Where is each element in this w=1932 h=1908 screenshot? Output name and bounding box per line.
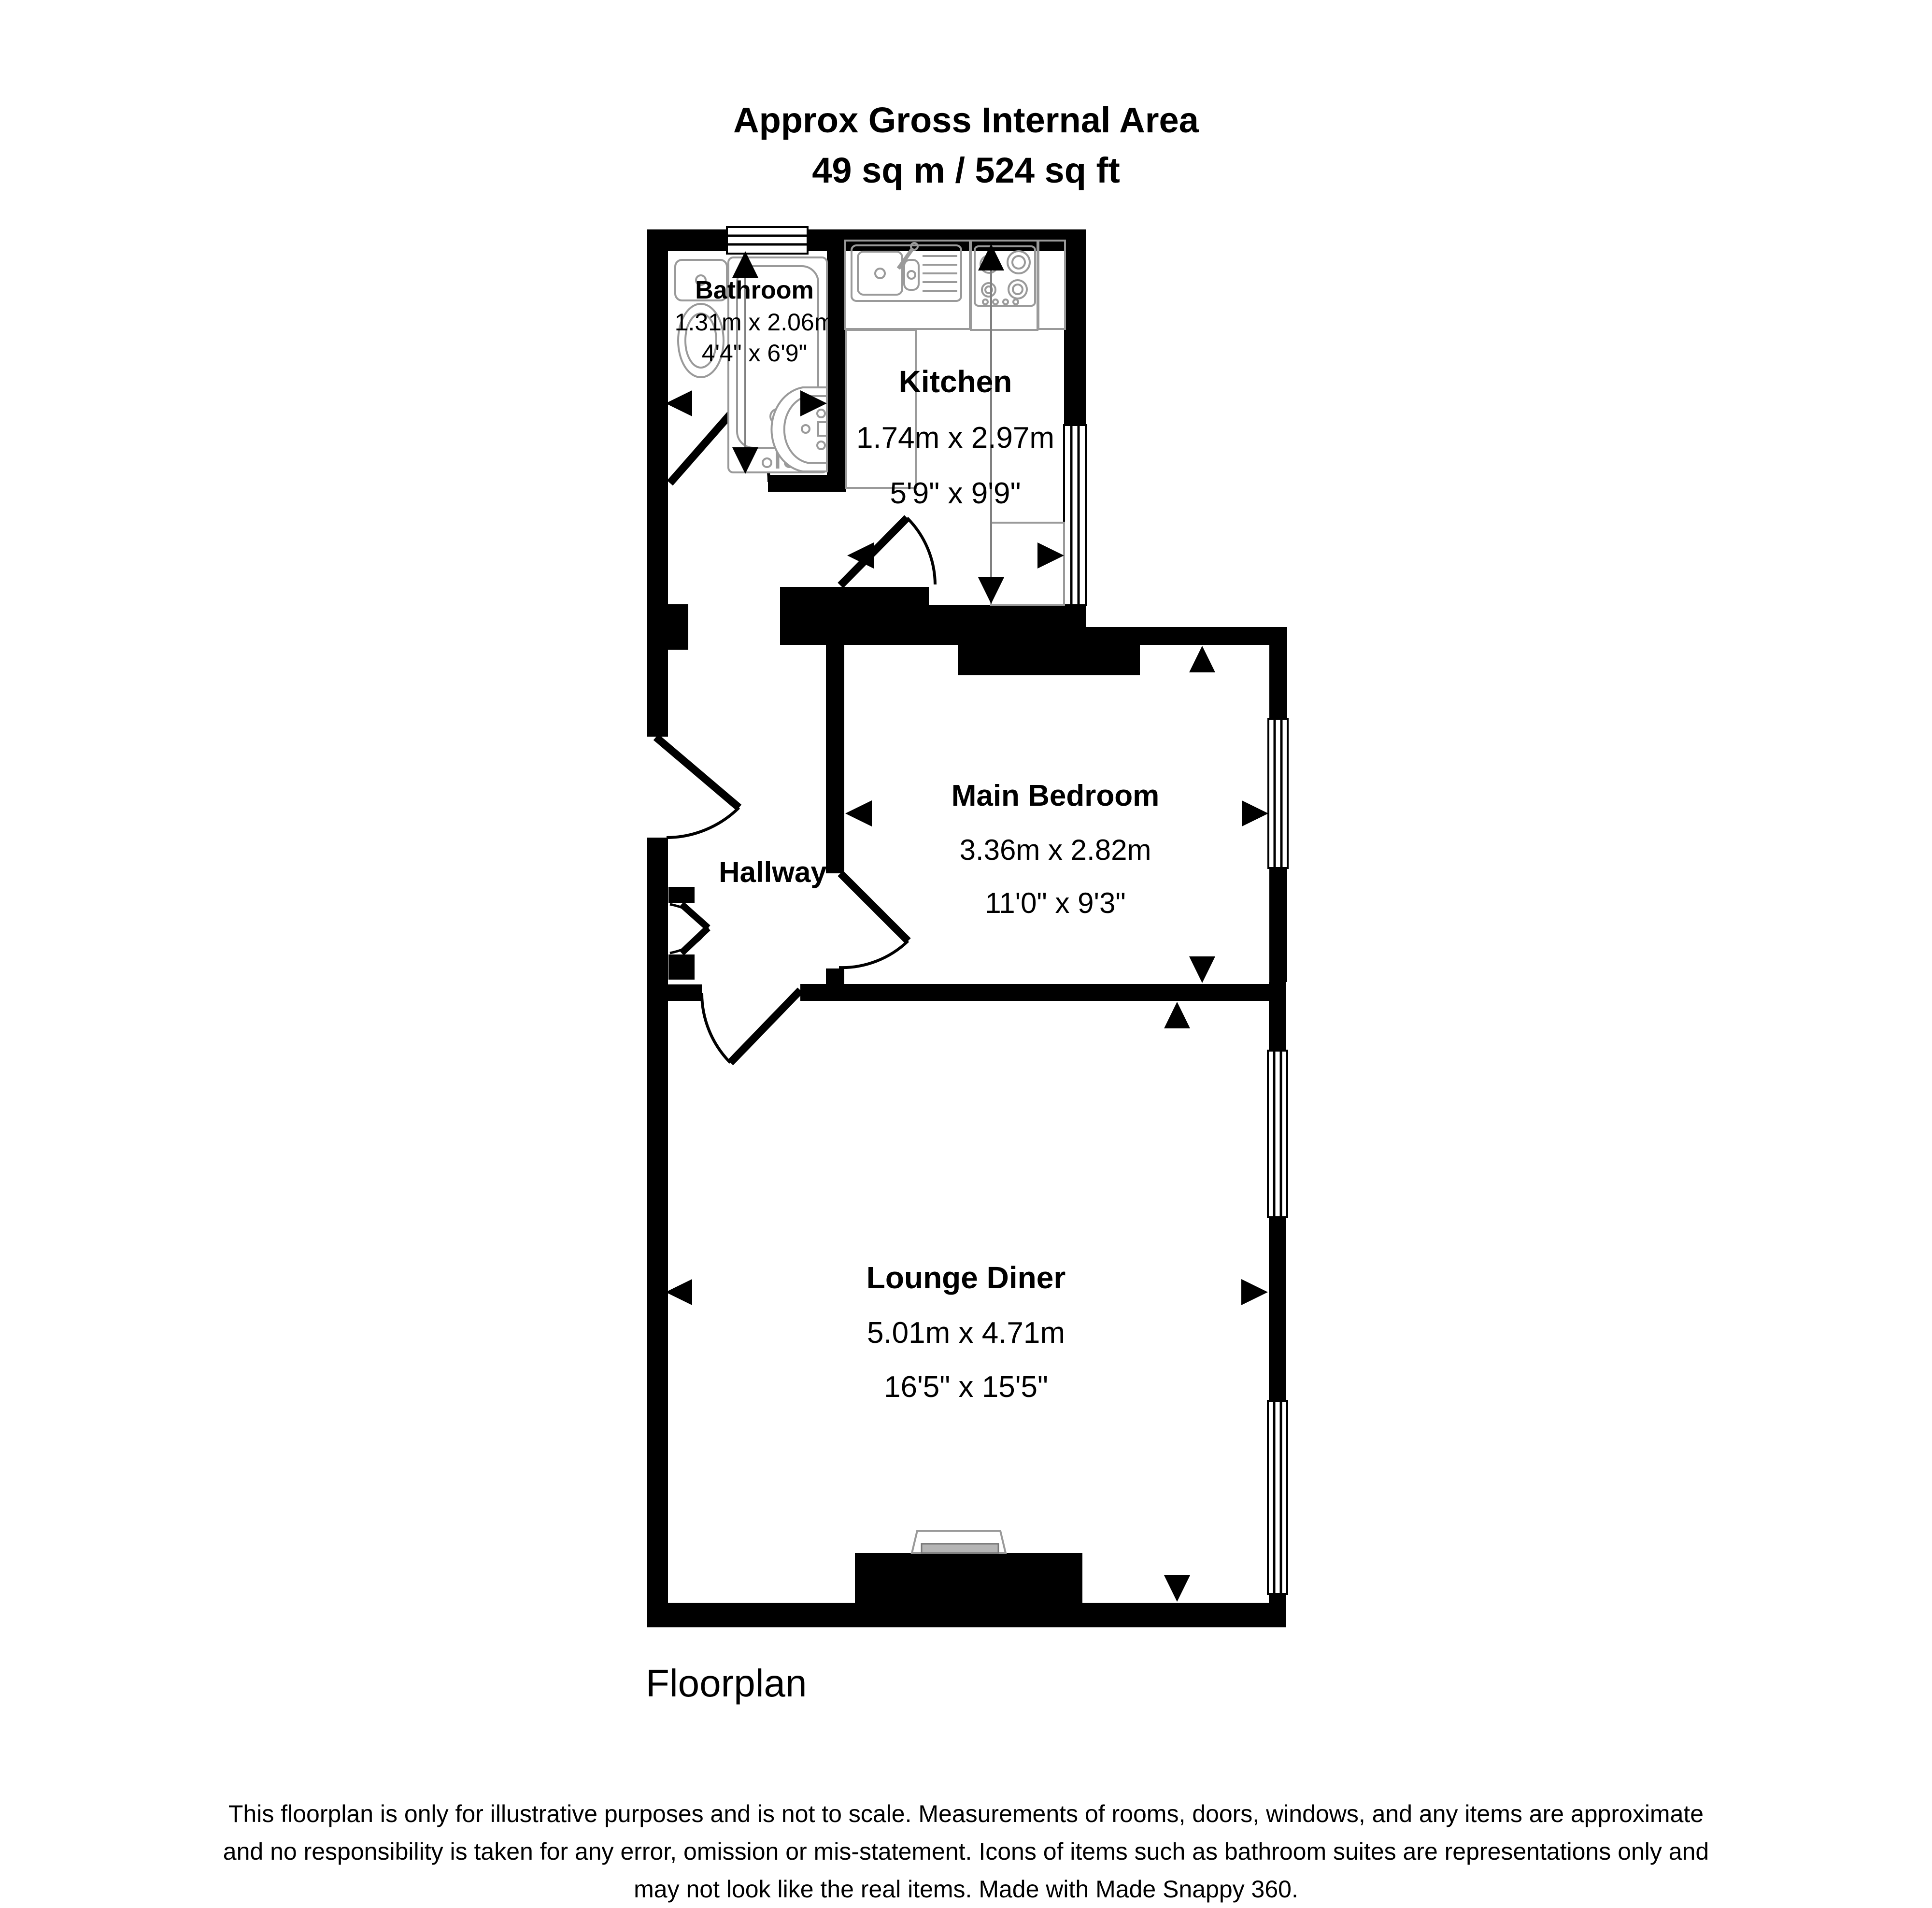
plan-label: Floorplan: [646, 1662, 807, 1705]
bedroom-dim-arrow-down: [1189, 956, 1215, 983]
wall-kitchen-bottom-block: [780, 587, 929, 645]
bathroom-dim-arrow-left: [666, 390, 692, 416]
bedroom-name: Main Bedroom: [951, 779, 1160, 812]
wall-bottom: [647, 1603, 1286, 1627]
room-label-main-bedroom: [952, 779, 1160, 919]
disclaimer-line1: This floorplan is only for illustrative purposes and is not to scale. Measurements of rooms, doors, windows, and any items are approximate: [228, 1800, 1704, 1827]
header: [733, 100, 1199, 190]
lounge-window-upper-icon: [1268, 1051, 1287, 1217]
entrance-door-icon: [656, 737, 739, 838]
kitchen-dim-arrow-right: [1037, 542, 1064, 569]
header-line2: 49 sq m / 524 sq ft: [812, 150, 1120, 190]
lounge-dim-arrow-up: [1164, 1002, 1190, 1028]
wall-bedroom-left-stub: [826, 968, 844, 984]
kitchen-metric: 1.74m x 2.97m: [856, 421, 1055, 455]
wall-hallway-stub: [668, 604, 688, 650]
wall-bedroom-top: [1086, 627, 1286, 645]
bathroom-imperial: 4'4" x 6'9": [701, 340, 808, 367]
lounge-imperial: 16'5" x 15'5": [883, 1370, 1049, 1404]
disclaimer-line2: and no responsibility is taken for any error, omission or mis-statement. Icons of items such as bathroom suites are representations only and: [223, 1838, 1709, 1865]
bathroom-metric: 1.31m x 2.06m: [674, 309, 835, 336]
lounge-window-lower-icon: [1268, 1401, 1287, 1594]
wall-bedroom-left: [826, 645, 844, 873]
room-label-lounge-diner: [867, 1260, 1065, 1404]
fireplace-icon: [912, 1531, 1006, 1553]
hob-icon: [975, 246, 1035, 306]
bathroom-name: Bathroom: [695, 276, 814, 304]
bedroom-dim-arrow-up: [1189, 646, 1215, 672]
wall-chimney-breast: [855, 1553, 1082, 1603]
wall-closet-stub-upper: [668, 887, 695, 903]
room-label-hallway: [719, 856, 827, 888]
hallway-name: Hallway: [719, 856, 827, 888]
wall-bathroom-bottom: [768, 475, 846, 492]
lounge-metric: 5.01m x 4.71m: [867, 1316, 1065, 1350]
wall-closet-stub-lower: [668, 954, 695, 980]
hearth: [922, 1544, 998, 1553]
kitchen-door-icon: [840, 518, 935, 585]
closet-double-door-icon: [670, 904, 708, 953]
wall-left-lower: [647, 838, 668, 1627]
bathroom-window-icon: [727, 227, 808, 254]
bedroom-door-icon: [839, 873, 908, 968]
lounge-dim-arrow-down: [1164, 1575, 1190, 1602]
lounge-dim-arrow-left: [666, 1279, 692, 1305]
lounge-door-icon: [702, 990, 800, 1063]
wall-bedroom-chimney: [958, 645, 1140, 675]
lounge-name: Lounge Diner: [866, 1260, 1066, 1295]
bedroom-metric: 3.36m x 2.82m: [959, 834, 1151, 866]
kitchen-imperial: 5'9" x 9'9": [890, 477, 1021, 510]
bedroom-dim-arrow-left: [845, 800, 872, 826]
lounge-dim-arrow-right: [1241, 1279, 1268, 1305]
kitchen-name: Kitchen: [898, 364, 1012, 399]
footer: [223, 1662, 1709, 1903]
wall-bedroom-bottom: [800, 984, 1269, 1001]
wall-kitchen-bottom: [929, 605, 1086, 645]
disclaimer-line3: may not look like the real items. Made with Made Snappy 360.: [634, 1876, 1298, 1903]
header-line1: Approx Gross Internal Area: [733, 100, 1199, 140]
wall-left-upper: [647, 229, 668, 737]
bedroom-imperial: 11'0" x 9'3": [985, 887, 1126, 919]
wall-bathroom-kitchen-divider: [827, 251, 846, 475]
bedroom-dim-arrow-right: [1242, 800, 1268, 826]
bedroom-window-icon: [1268, 719, 1288, 868]
kitchen-dim-arrow-down: [978, 577, 1004, 604]
kitchen-window-icon: [1064, 425, 1086, 605]
kitchen-sink-icon: [852, 243, 961, 301]
wall-hallway-bottom: [668, 984, 702, 1001]
